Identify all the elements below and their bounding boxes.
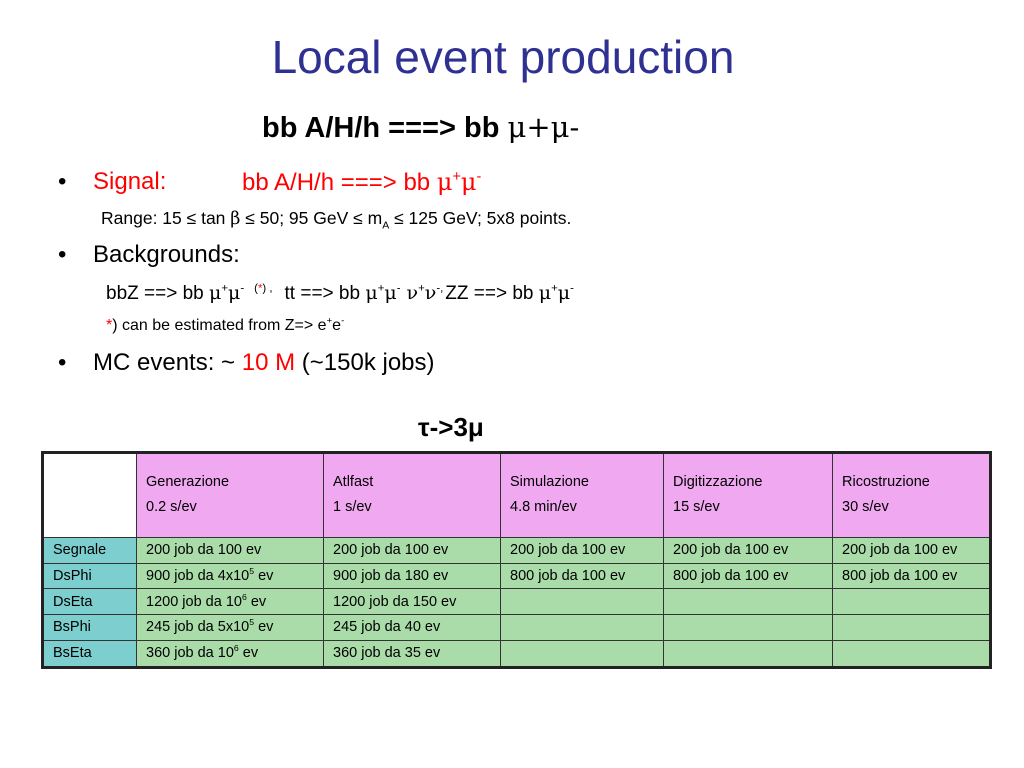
- star-note-open: (: [254, 282, 258, 295]
- cell-text: 360 job da 10: [146, 645, 234, 662]
- charge-sup: +: [221, 282, 229, 295]
- tt-text: tt ==> bb: [284, 283, 366, 304]
- nu-symbol: ν: [406, 282, 419, 304]
- header-cell: [324, 453, 501, 538]
- table-cell: [664, 640, 833, 667]
- charge-sup: +: [551, 282, 558, 295]
- note-text: e: [332, 317, 342, 334]
- table-header-row: [43, 453, 991, 538]
- cell-exponent: 6: [241, 591, 247, 602]
- header-cell: [664, 453, 833, 538]
- signal-process: [242, 168, 481, 197]
- table-row: [43, 614, 991, 640]
- charge-sup: -: [396, 282, 401, 295]
- cell-exponent: 5: [249, 566, 255, 577]
- header-name: Ricostruzione: [842, 474, 930, 491]
- table-row: [43, 563, 991, 589]
- signal-text: bb A/H/h ===> bb: [242, 169, 437, 196]
- header-cell: [501, 453, 664, 538]
- table-cell: 200 job da 100 ev: [664, 537, 833, 563]
- header-name: Simulazione: [510, 474, 589, 491]
- charge-sup: -: [570, 282, 574, 295]
- table-cell: [501, 640, 664, 667]
- bullet-dot: •: [58, 241, 67, 268]
- row-header: BsPhi: [43, 614, 137, 640]
- mu-symbol: μ: [460, 168, 477, 196]
- table-cell: 200 job da 100 ev: [833, 537, 991, 563]
- charge-sup: +: [326, 315, 333, 327]
- star-note-close: ) ,: [262, 282, 273, 295]
- page-title: Local event production: [271, 31, 735, 83]
- table-corner-cell: [43, 453, 137, 538]
- cell-text: ev: [246, 593, 267, 610]
- table-cell: 360 job da 35 ev: [324, 640, 501, 667]
- bbz-text: bbZ ==> bb: [106, 283, 209, 304]
- table-cell: [137, 614, 324, 640]
- range-text: Range: 15 ≤ tan: [101, 208, 231, 228]
- table-cell: 200 job da 100 ev: [501, 537, 664, 563]
- bullet-dot: •: [58, 168, 67, 195]
- header-name: Atlfast: [333, 474, 374, 491]
- tau-heading: τ->3μ: [418, 412, 484, 442]
- table-cell: 800 job da 100 ev: [664, 563, 833, 589]
- table-cell: [664, 589, 833, 615]
- table-cell: [137, 589, 324, 615]
- cell-text: 245 job da 5x10: [146, 619, 250, 636]
- charge-sup: -: [476, 169, 482, 185]
- cell-exponent: 5: [249, 617, 255, 628]
- table-cell: [137, 563, 324, 589]
- range-text: ≤ 50; 95 GeV ≤ m: [240, 208, 383, 228]
- table-cell: 800 job da 100 ev: [833, 563, 991, 589]
- table-cell: 1200 job da 150 ev: [324, 589, 501, 615]
- table-cell: 200 job da 100 ev: [137, 537, 324, 563]
- header-name: Generazione: [146, 474, 230, 491]
- range-text: ≤ 125 GeV; 5x8 points.: [389, 208, 572, 228]
- row-header: BsEta: [43, 640, 137, 667]
- mu-symbol: μ: [228, 282, 241, 304]
- cell-text: ev: [238, 645, 259, 662]
- mu-symbol: μ: [557, 282, 571, 304]
- mu-symbol: μ: [365, 282, 378, 304]
- bullet-dot: •: [58, 349, 67, 376]
- table-cell: 200 job da 100 ev: [324, 537, 501, 563]
- table-cell: [501, 614, 664, 640]
- backgrounds-note: [106, 317, 344, 335]
- charge-sup: +: [377, 282, 385, 295]
- header-rate: 4.8 min/ev: [510, 499, 577, 516]
- header-rate: 15 s/ev: [673, 499, 720, 516]
- signal-range: [101, 208, 572, 232]
- header-cell: [833, 453, 991, 538]
- mc-label: MC events: ~: [93, 349, 242, 376]
- row-header: Segnale: [43, 537, 137, 563]
- charge-sup: -: [341, 315, 345, 327]
- nu-symbol: ν: [424, 282, 437, 304]
- subtitle-greek: μ+μ-: [507, 110, 580, 144]
- cell-text: ev: [254, 619, 274, 636]
- production-table: [41, 451, 992, 669]
- mass-sub: A: [382, 219, 390, 232]
- table-cell: [137, 640, 324, 667]
- backgrounds-processes: [106, 282, 574, 305]
- mu-symbol: μ: [436, 168, 453, 196]
- mu-symbol: μ: [538, 282, 552, 304]
- backgrounds-label: Backgrounds:: [93, 241, 240, 268]
- row-header: DsEta: [43, 589, 137, 615]
- mc-events: [93, 349, 435, 377]
- charge-sup: +: [418, 282, 425, 295]
- table-cell: [833, 614, 991, 640]
- table-row: [43, 640, 991, 667]
- header-rate: 30 s/ev: [842, 499, 889, 516]
- header-rate: 0.2 s/ev: [146, 499, 197, 516]
- mc-jobs: (~150k jobs): [295, 349, 435, 376]
- table-cell: [833, 640, 991, 667]
- cell-text: 900 job da 4x10: [146, 567, 250, 584]
- table-cell: [501, 589, 664, 615]
- table-row: [43, 589, 991, 615]
- cell-text: ev: [254, 567, 274, 584]
- charge-sup: +: [452, 169, 461, 185]
- subtitle: [262, 110, 579, 145]
- cell-exponent: 6: [233, 643, 239, 654]
- note-star: *: [106, 317, 113, 334]
- table-row: [43, 537, 991, 563]
- mu-symbol: μ: [209, 282, 222, 304]
- table-cell: 900 job da 180 ev: [324, 563, 501, 589]
- row-header: DsPhi: [43, 563, 137, 589]
- table-cell: [833, 589, 991, 615]
- table-cell: [664, 614, 833, 640]
- mu-symbol: μ: [384, 282, 397, 304]
- table-cell: 800 job da 100 ev: [501, 563, 664, 589]
- note-text: ) can be estimated from Z=> e: [112, 317, 327, 334]
- subtitle-text: bb A/H/h ===> bb: [262, 112, 508, 144]
- charge-sup: -,: [436, 282, 444, 295]
- beta-symbol: β: [230, 209, 241, 229]
- zz-text: ZZ ==> bb: [445, 283, 539, 304]
- cell-text: 1200 job da 10: [146, 593, 242, 610]
- charge-sup: -: [240, 282, 245, 295]
- table-cell: 245 job da 40 ev: [324, 614, 501, 640]
- signal-label: Signal:: [93, 168, 167, 195]
- star-note: *: [257, 282, 263, 295]
- header-cell: [137, 453, 324, 538]
- header-name: Digitizzazione: [673, 474, 763, 491]
- header-rate: 1 s/ev: [333, 499, 372, 516]
- mc-count: 10 M: [241, 349, 296, 376]
